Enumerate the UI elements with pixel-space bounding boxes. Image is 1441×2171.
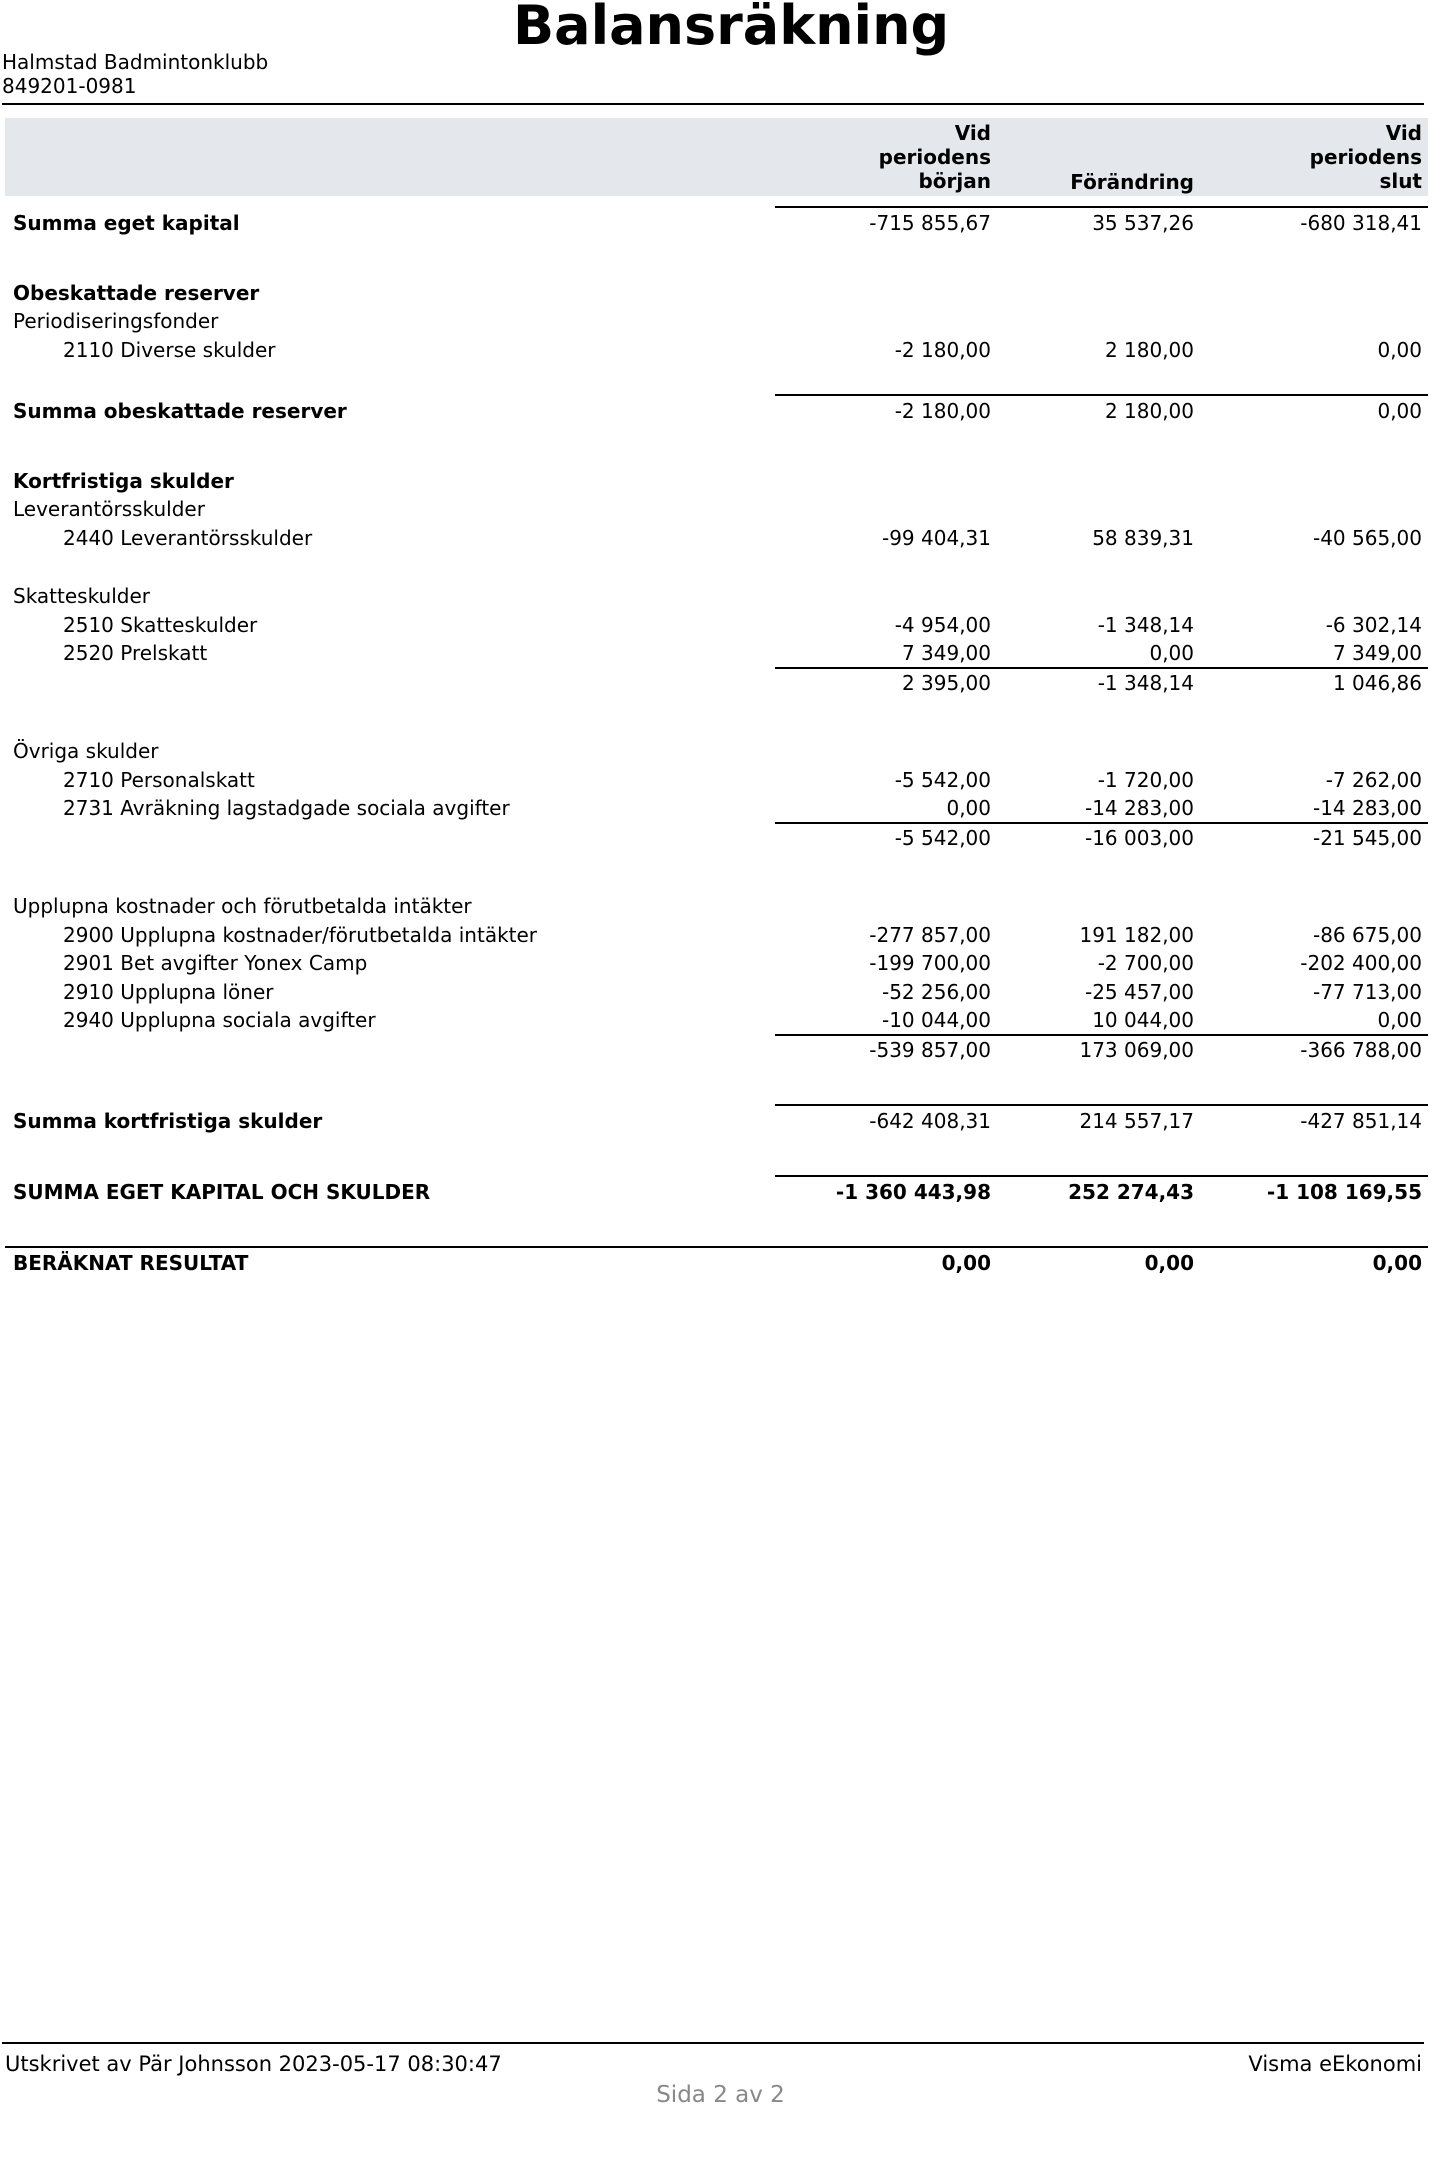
value-end: 1 046,86 <box>1332 671 1422 695</box>
subtotal-row <box>0 1036 1441 1064</box>
table-row <box>0 1107 1441 1135</box>
value-start: 7 349,00 <box>901 641 991 665</box>
value-start: -539 857,00 <box>869 1038 991 1062</box>
value-end: -14 283,00 <box>1312 796 1422 820</box>
value-start: -277 857,00 <box>869 923 991 947</box>
value-end: 0,00 <box>1372 1251 1422 1275</box>
value-end: -427 851,14 <box>1300 1109 1422 1133</box>
value-start: -199 700,00 <box>869 951 991 975</box>
row-label: 2910 Upplupna löner <box>63 980 274 1004</box>
value-change: 2 180,00 <box>1104 338 1194 362</box>
result-row <box>0 1249 1441 1277</box>
footer-divider <box>2 2042 1424 2044</box>
value-end: -202 400,00 <box>1300 951 1422 975</box>
value-start: -2 180,00 <box>894 338 991 362</box>
row-label: Övriga skulder <box>13 739 159 763</box>
organization-info <box>2 50 268 98</box>
row-label: Skatteskulder <box>13 584 151 608</box>
column-header-band <box>5 118 1428 196</box>
value-change: 58 839,31 <box>1092 526 1194 550</box>
group-heading <box>0 737 1441 765</box>
value-end: -21 545,00 <box>1312 826 1422 850</box>
table-row <box>0 978 1441 1006</box>
group-heading <box>0 582 1441 610</box>
row-label: Leverantörsskulder <box>13 497 205 521</box>
subtotal-row <box>0 824 1441 852</box>
table-row <box>0 766 1441 794</box>
row-label: 2440 Leverantörsskulder <box>63 526 313 550</box>
value-change: -1 720,00 <box>1097 768 1194 792</box>
value-change: 0,00 <box>1144 1251 1194 1275</box>
value-change: 191 182,00 <box>1079 923 1194 947</box>
sum-rule <box>775 1104 1428 1106</box>
value-start: -4 954,00 <box>894 613 991 637</box>
sum-rule <box>775 394 1428 396</box>
value-start: 2 395,00 <box>901 671 991 695</box>
value-change: 10 044,00 <box>1092 1008 1194 1032</box>
column-header-end: Vid periodens slut <box>1309 121 1422 193</box>
table-row <box>0 611 1441 639</box>
table-row <box>0 1006 1441 1034</box>
column-header-start: Vid periodens början <box>878 121 991 193</box>
value-end: 7 349,00 <box>1332 641 1422 665</box>
row-label: SUMMA EGET KAPITAL OCH SKULDER <box>13 1180 431 1204</box>
value-end: 0,00 <box>1377 1008 1422 1032</box>
table-row <box>0 524 1441 552</box>
value-end: 0,00 <box>1377 338 1422 362</box>
value-start: 0,00 <box>946 796 991 820</box>
row-label: 2520 Prelskatt <box>63 641 208 665</box>
row-label: Summa obeskattade reserver <box>13 399 347 423</box>
table-row <box>0 336 1441 364</box>
value-end: -77 713,00 <box>1312 980 1422 1004</box>
group-heading <box>0 892 1441 920</box>
value-end: -40 565,00 <box>1312 526 1422 550</box>
group-heading <box>0 495 1441 523</box>
value-change: 35 537,26 <box>1092 211 1194 235</box>
row-label: Obeskattade reserver <box>13 281 260 305</box>
row-label: 2731 Avräkning lagstadgade sociala avgifter <box>63 796 510 820</box>
value-change: -2 700,00 <box>1097 951 1194 975</box>
value-start: -5 542,00 <box>894 826 991 850</box>
value-change: 173 069,00 <box>1079 1038 1194 1062</box>
value-end: -86 675,00 <box>1312 923 1422 947</box>
section-heading <box>0 467 1441 495</box>
value-change: -1 348,14 <box>1097 671 1194 695</box>
printed-by: Utskrivet av Pär Johnsson 2023-05-17 08:30:47 <box>5 2052 502 2076</box>
table-row <box>0 397 1441 425</box>
row-label: 2510 Skatteskulder <box>63 613 258 637</box>
header-divider <box>2 103 1424 105</box>
value-start: -99 404,31 <box>881 526 991 550</box>
page-title: Balansräkning <box>513 0 950 57</box>
organization-name: Halmstad Badmintonklubb <box>2 50 269 74</box>
value-start: -5 542,00 <box>894 768 991 792</box>
table-row <box>0 794 1441 822</box>
grand-total-row <box>0 1178 1441 1206</box>
value-change: -1 348,14 <box>1097 613 1194 637</box>
row-label: Kortfristiga skulder <box>13 469 234 493</box>
group-heading <box>0 307 1441 335</box>
value-change: -16 003,00 <box>1084 826 1194 850</box>
column-header-change: Förändring <box>1070 170 1194 194</box>
subtotal-row <box>0 669 1441 697</box>
row-label: BERÄKNAT RESULTAT <box>13 1251 249 1275</box>
row-label: 2900 Upplupna kostnader/förutbetalda intäkter <box>63 923 538 947</box>
value-end: -7 262,00 <box>1325 768 1422 792</box>
value-end: -1 108 169,55 <box>1266 1180 1422 1204</box>
table-row <box>0 921 1441 949</box>
table-row <box>0 639 1441 667</box>
value-change: 252 274,43 <box>1068 1180 1194 1204</box>
value-change: -14 283,00 <box>1084 796 1194 820</box>
row-label: 2901 Bet avgifter Yonex Camp <box>63 951 368 975</box>
section-heading <box>0 279 1441 307</box>
value-start: -1 360 443,98 <box>835 1180 991 1204</box>
value-start: -52 256,00 <box>881 980 991 1004</box>
row-label: Periodiseringsfonder <box>13 309 219 333</box>
row-label: 2110 Diverse skulder <box>63 338 276 362</box>
value-end: 0,00 <box>1377 399 1422 423</box>
value-change: 214 557,17 <box>1079 1109 1194 1133</box>
result-rule <box>5 1246 1428 1248</box>
row-label: 2940 Upplupna sociala avgifter <box>63 1008 376 1032</box>
grand-total-rule <box>775 1175 1428 1177</box>
value-start: 0,00 <box>941 1251 991 1275</box>
software-name: Visma eEkonomi <box>1248 2052 1422 2076</box>
value-start: -2 180,00 <box>894 399 991 423</box>
organization-number: 849201-0981 <box>2 74 137 98</box>
value-change: 0,00 <box>1149 641 1194 665</box>
value-start: -642 408,31 <box>869 1109 991 1133</box>
value-change: 2 180,00 <box>1104 399 1194 423</box>
row-label: 2710 Personalskatt <box>63 768 255 792</box>
value-end: -680 318,41 <box>1300 211 1422 235</box>
row-label: Upplupna kostnader och förutbetalda intäkter <box>13 894 472 918</box>
value-change: -25 457,00 <box>1084 980 1194 1004</box>
value-end: -6 302,14 <box>1325 613 1422 637</box>
value-end: -366 788,00 <box>1300 1038 1422 1062</box>
table-row <box>0 949 1441 977</box>
sum-rule <box>775 206 1428 208</box>
table-row <box>0 209 1441 237</box>
value-start: -715 855,67 <box>869 211 991 235</box>
row-label: Summa kortfristiga skulder <box>13 1109 323 1133</box>
value-start: -10 044,00 <box>881 1008 991 1032</box>
page-number: Sida 2 av 2 <box>656 2082 785 2108</box>
row-label: Summa eget kapital <box>13 211 240 235</box>
